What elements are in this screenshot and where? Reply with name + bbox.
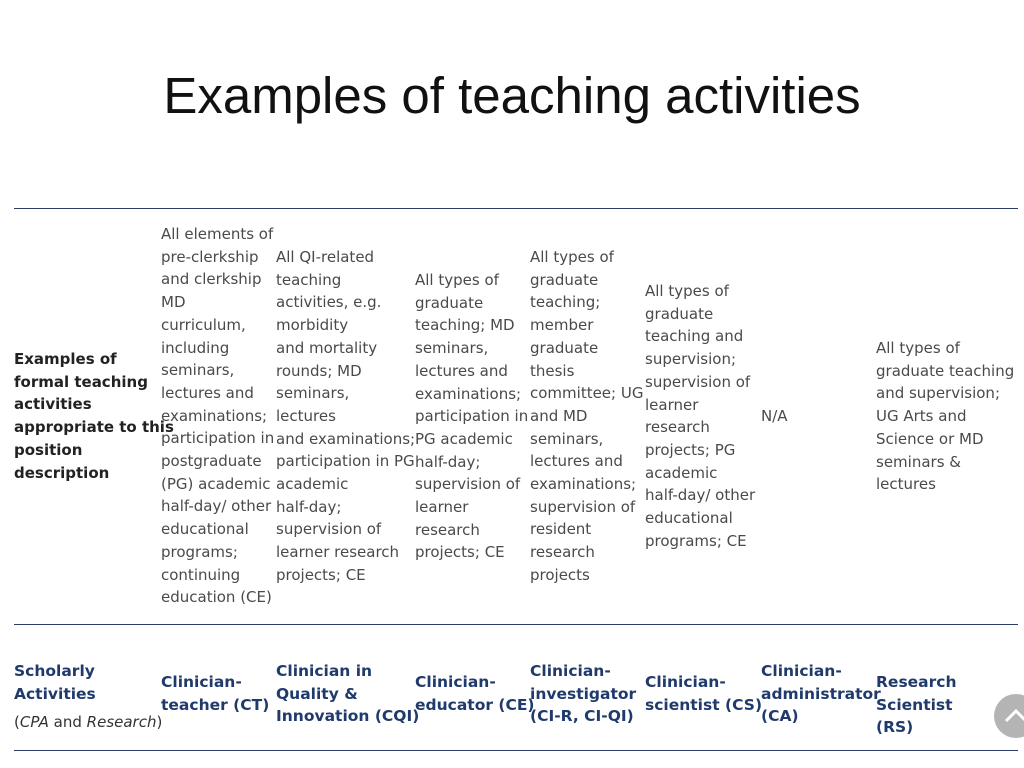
activities-cqi: All QI-related teaching activities, e.g. morbidity and mortality rounds; MD seminars, lectures and examinations; participation in PG academic half-day; supervision of learner research projects; CE xyxy=(276,248,416,584)
and-label: and xyxy=(48,713,87,732)
activities-ca: N/A xyxy=(761,407,788,425)
activities-cs: All types of graduate teaching and supervision; supervision of learner research projects; PG academic half-day/ other educational programs; CE xyxy=(645,282,756,550)
activities-ci: All types of graduate teaching; member graduate thesis committee; UG and MD seminars, lectures and examinations; supervision of resident research projects xyxy=(530,248,644,584)
header-clinician-educator: Clinician- educator (CE) xyxy=(415,673,535,714)
open-paren: ( xyxy=(14,713,20,732)
cpa-label: CPA xyxy=(19,713,49,732)
row-label: Examples of formal teaching activities appropriate to this position description xyxy=(14,350,174,482)
slide-title: Examples of teaching activities xyxy=(163,67,861,124)
table-top-rule xyxy=(14,208,1018,209)
header-clinician-quality-innovation: Clinician in Quality & Innovation (CQI) xyxy=(276,662,420,726)
scholarly-activities-cell xyxy=(14,660,162,733)
table-bottom-rule xyxy=(14,750,1018,751)
close-paren: ) xyxy=(156,713,163,732)
header-clinician-investigator: Clinician- investigator (CI-R, CI-QI) xyxy=(530,662,637,726)
header-clinician-teacher: Clinician- teacher (CT) xyxy=(161,673,270,714)
activities-ct: All elements of pre-clerkship and clerkship MD curriculum, including seminars, lectures and examinations; participation in postgraduate (PG) academic half-day/ other educational programs; continuing education (CE) xyxy=(161,225,275,607)
activities-rs: All types of graduate teaching and supervision; UG Arts and Science or MD seminars & lectures xyxy=(876,339,1015,494)
header-research-scientist: Research Scientist (RS) xyxy=(876,673,957,737)
header-clinician-scientist: Clinician- scientist (CS) xyxy=(645,673,763,714)
scholarly-activities-subtitle xyxy=(14,711,162,733)
table-middle-rule xyxy=(14,624,1018,625)
chevron-up-icon xyxy=(1002,704,1024,728)
activities-ce: All types of graduate teaching; MD seminars, lectures and examinations; participation in PG academic half-day; supervision of learner research projects; CE xyxy=(415,271,529,562)
header-clinician-administrator: Clinician- administrator (CA) xyxy=(761,662,881,726)
research-label: Research xyxy=(86,713,157,732)
scholarly-activities-title: Scholarly Activities xyxy=(14,662,96,703)
